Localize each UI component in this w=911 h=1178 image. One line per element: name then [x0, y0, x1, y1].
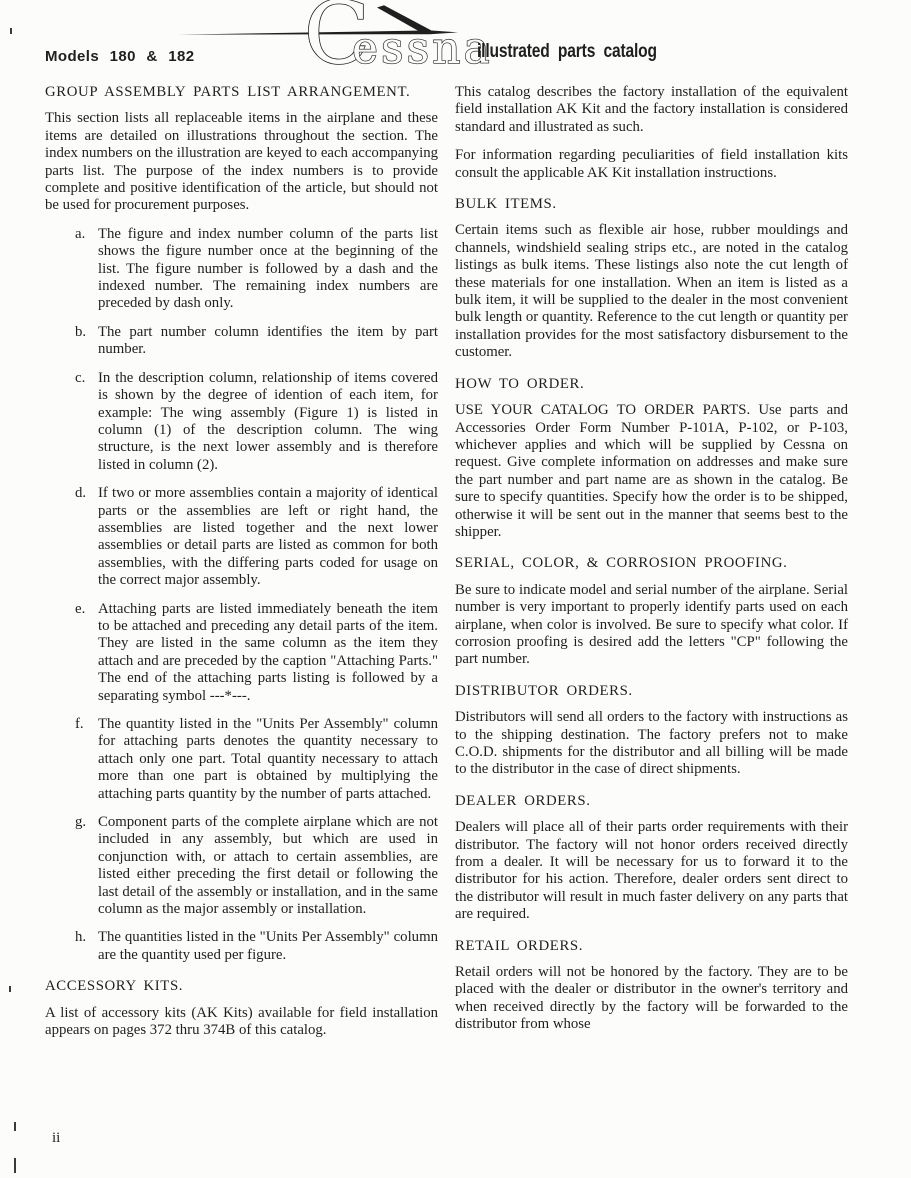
list-item-marker: f.	[75, 716, 84, 732]
list-item	[45, 601, 438, 705]
tagline: illustrated parts catalog	[477, 41, 657, 62]
logo-letters-essna: essna	[352, 23, 493, 72]
list-item-marker: b.	[75, 323, 87, 340]
list-item	[45, 324, 438, 359]
text-block: SERIAL, COLOR, & CORROSION PROOFING.	[455, 555, 788, 572]
list-item-text: The figure and index number column of the parts list shows the figure number once at the beginning of the list. The figure number is followed by a dash and the indexed number. The remaining index numbers are preceded by dash only.	[98, 225, 438, 312]
text-block: Retail orders will not be honored by the factory. They are to be placed with the dealer or distributor in the owner's territory and when received directly by the factory will be forwarded to the distributor from whose	[455, 964, 848, 1033]
list-item	[45, 370, 438, 474]
list-item-text: Component parts of the complete airplane which are not included in any assembly, but which are used in conjunction with, or attach to certain assemblies, are listed either preceding the first detail or following the last detail of the assembly or installation, and in the same column as the major assembly or installation.	[98, 814, 438, 918]
paragraph: This section lists all replaceable items in the airplane and these items are detailed on illustrations throughout the section. The index numbers on the illustration are keyed to each accompanying parts list. The purpose of the index numbers is to provide complete and positive identification of the article, but should not be used for procurement purposes.	[45, 110, 438, 214]
list-item-text: The quantities listed in the "Units Per Assembly" column are the quantity used per figure.	[98, 929, 438, 963]
text-block: RETAIL ORDERS.	[455, 937, 584, 954]
list-item	[45, 814, 438, 918]
text-block: DISTRIBUTOR ORDERS.	[455, 682, 633, 699]
left-column	[45, 84, 438, 1051]
right-column	[455, 84, 848, 1051]
section-heading: GROUP ASSEMBLY PARTS LIST ARRANGEMENT.	[45, 84, 411, 100]
section-heading: ACCESSORY KITS.	[45, 978, 184, 995]
list-item	[45, 226, 438, 313]
scan-artifact	[10, 28, 12, 34]
list-item-text: In the description column, relationship of items covered is shown by the degree of idention of each item, for example: The wing assembly (Figure 1) is listed in column (1) of the description column. The wing structure, is the next lower assembly and is therefore listed in column (2).	[98, 369, 438, 473]
list-item-marker: h.	[75, 929, 87, 946]
text-block: This catalog describes the factory installation of the equivalent field installation AK Kit and the factory installation is considered standard and illustrated as such.	[455, 84, 848, 135]
list-item-text: The part number column identifies the item by part number.	[98, 323, 438, 358]
list-item-text: The quantity listed in the "Units Per Assembly" column for attaching parts denotes the quantity necessary to attach only one part. Total quantity necessary to attach more than one part is obtained by multiplying the attaching parts quantity by the number of parts attached.	[98, 716, 438, 802]
logo-letter-c: C	[304, 0, 370, 72]
list-item	[45, 929, 438, 964]
text-block: Be sure to indicate model and serial number of the airplane. Serial number is very important to properly identify parts used on each airplane, when color is involved. Be sure to specify what color. If corrosion proofing is desired add the letters "CP" following the part number.	[455, 581, 848, 668]
models-label: Models 180 & 182	[45, 48, 195, 65]
text-block: HOW TO ORDER.	[455, 375, 585, 392]
text-block: Distributors will send all orders to the factory with instructions as to the shipping destination. The factory prefers not to make C.O.D. shipments for the distributor and all billing will be made to the distributor in the case of direct shipments.	[455, 709, 848, 778]
list-item	[45, 716, 438, 803]
scan-artifact	[9, 986, 11, 992]
list-item-marker: c.	[75, 369, 86, 386]
list-item	[45, 485, 438, 589]
text-block: USE YOUR CATALOG TO ORDER PARTS. Use parts and Accessories Order Form Number P-101A, P-102, or P-103, whichever applies and which will be supplied by Cessna on request. Give complete information on addresses and make sure the part number and part name are as shown in the catalog. Be sure to specify quantities. Specify how the order is to be shipped, otherwise it will be sent out in the manner that seems best to the shipper.	[455, 402, 848, 540]
list-item-text: If two or more assemblies contain a majority of identical parts or the assemblies are left or right hand, the assemblies are listed together and the next lower assemblies or detail parts are listed as common for both assemblies, with the differing parts coded for usage on the correct major assembly.	[98, 485, 438, 589]
list-item-text: Attaching parts are listed immediately beneath the item to be attached and preceding any detail parts of the item. They are listed in the same column as the item they attach and are preceded by the caption "Attaching Parts." The end of the attaching parts listing is followed by a separating symbol ---*---.	[98, 600, 438, 704]
text-block: For information regarding peculiarities of field installation kits consult the applicable AK Kit installation instructions.	[455, 147, 848, 181]
text-block: Certain items such as flexible air hose, rubber mouldings and channels, windshield sealing strips etc., are noted in the catalog listings as bulk items. These listings also note the cut length of these materials for one installation. When an item is listed as a bulk item, it will be supplied to the dealer in the most convenient bulk length or quantity. Reference to the cut length or quantity per installation provides for the most satisfactory disbursement to the customer.	[455, 222, 848, 361]
paragraph: A list of accessory kits (AK Kits) available for field installation appears on pages 372 thru 374B of this catalog.	[45, 1004, 438, 1039]
list-item-marker: d.	[75, 485, 87, 502]
text-block: Dealers will place all of their parts order requirements with their distributor. The factory will not honor orders received directly from a dealer. It will be necessary for us to forward it to the distributor for his action. Therefore, dealer orders sent direct to the distributor will result in much faster delivery on any parts that are required.	[455, 819, 848, 923]
scan-artifact	[14, 1122, 16, 1131]
scan-artifact	[14, 1158, 16, 1173]
page-number: ii	[52, 1130, 61, 1146]
text-block: BULK ITEMS.	[455, 196, 557, 213]
list-item-marker: e.	[75, 600, 86, 617]
list-item-marker: g.	[75, 814, 87, 831]
list-item-marker: a.	[75, 225, 86, 242]
lettered-list	[45, 226, 438, 964]
page-body	[45, 84, 848, 1051]
text-block: DEALER ORDERS.	[455, 792, 591, 809]
